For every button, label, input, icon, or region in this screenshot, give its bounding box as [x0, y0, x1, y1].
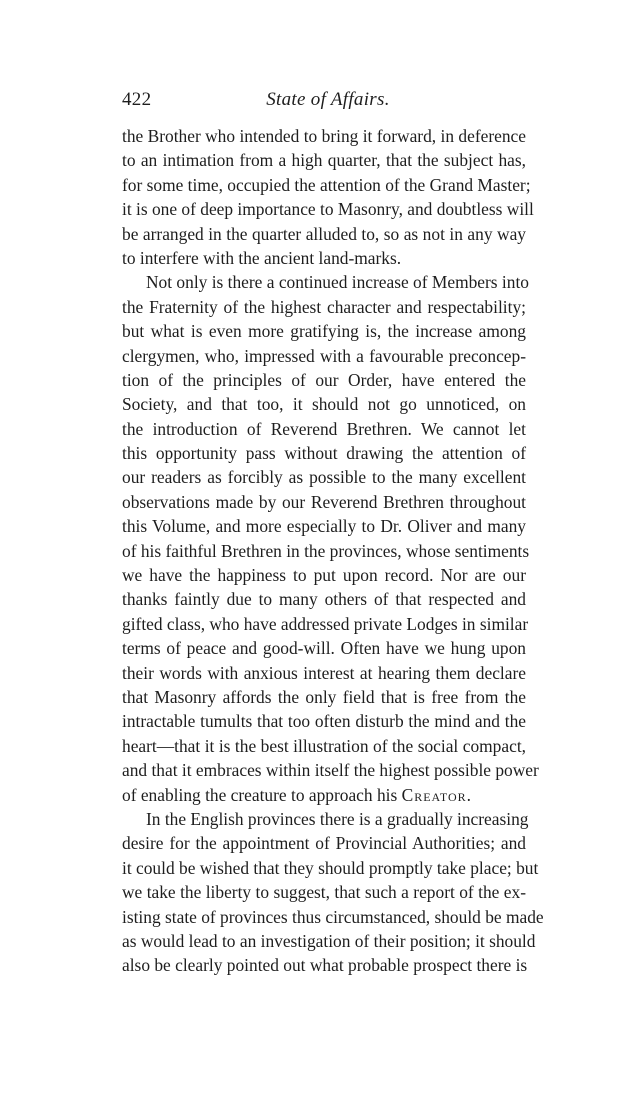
text-line: and that it embraces within itself the highest possible power	[122, 760, 539, 781]
text-line: thanks faintly due to many others of that respected and	[122, 589, 526, 610]
text-line: their words with anxious interest at hearing them declare	[122, 662, 526, 683]
page-number: 422	[122, 89, 152, 110]
text-line: but what is even more gratifying is, the increase among	[122, 321, 526, 342]
text-line: we take the liberty to suggest, that such a report of the ex-	[122, 882, 526, 903]
text-line: of his faithful Brethren in the provinces, whose sentiments	[122, 540, 530, 561]
text-line: this Volume, and more especially to Dr. Oliver and many	[122, 516, 526, 537]
text-line: it could be wished that they should promptly take place; but	[122, 857, 539, 878]
text-line: that Masonry affords the only field that is free from the	[122, 686, 526, 707]
text-line: In the English provinces there is a gradually increasing	[146, 808, 529, 829]
text-line: gifted class, who have addressed private Lodges in similar	[122, 613, 529, 634]
text-line: tion of the principles of our Order, have entered the	[122, 369, 526, 390]
text-line: this opportunity pass without drawing the attention of	[122, 443, 526, 464]
text-line	[122, 783, 526, 807]
running-head	[122, 89, 514, 115]
text-line: intractable tumults that too often disturb the mind and the	[122, 711, 526, 732]
running-title: State of Affairs.	[266, 89, 390, 110]
text-line: Not only is there a continued increase of Members into	[146, 272, 529, 293]
text-line: it is one of deep importance to Masonry, and doubtless will	[122, 199, 534, 220]
text-line: Society, and that too, it should not go unnoticed, on	[122, 394, 526, 415]
text-line-content: of enabling the creature to approach his	[122, 784, 398, 805]
text-line: desire for the appointment of Provincial Authorities; and	[122, 833, 526, 854]
text-line: we have the happiness to put upon record. Nor are our	[122, 565, 526, 586]
text-line: clergymen, who, impressed with a favourable preconcep-	[122, 345, 526, 366]
text-line: heart—that it is the best illustration of the social compact,	[122, 735, 526, 756]
text-line: isting state of provinces thus circumstanced, should be made	[122, 906, 544, 927]
text-line: the Brother who intended to bring it forward, in deference	[122, 126, 526, 146]
text-line: for some time, occupied the attention of the Grand Master;	[122, 174, 531, 195]
text-line: the introduction of Reverend Brethren. We cannot let	[122, 418, 526, 439]
text-line: observations made by our Reverend Brethren throughout	[122, 491, 526, 512]
text-line: as would lead to an investigation of their position; it should	[122, 930, 536, 951]
text-line: to interfere with the ancient land-marks.	[122, 247, 402, 268]
text-line: the Fraternity of the highest character and respectability;	[122, 296, 526, 317]
text-line: be arranged in the quarter alluded to, so as not in any way	[122, 223, 526, 244]
text-line: to an intimation from a high quarter, that the subject has,	[122, 150, 526, 171]
body-text	[122, 124, 544, 978]
text-line: terms of peace and good-will. Often have we hung upon	[122, 638, 526, 659]
text-line: also be clearly pointed out what probable prospect there is	[122, 955, 528, 976]
text-line: our readers as forcibly as possible to the many excellent	[122, 467, 526, 488]
creator-word: Creator.	[401, 784, 473, 805]
